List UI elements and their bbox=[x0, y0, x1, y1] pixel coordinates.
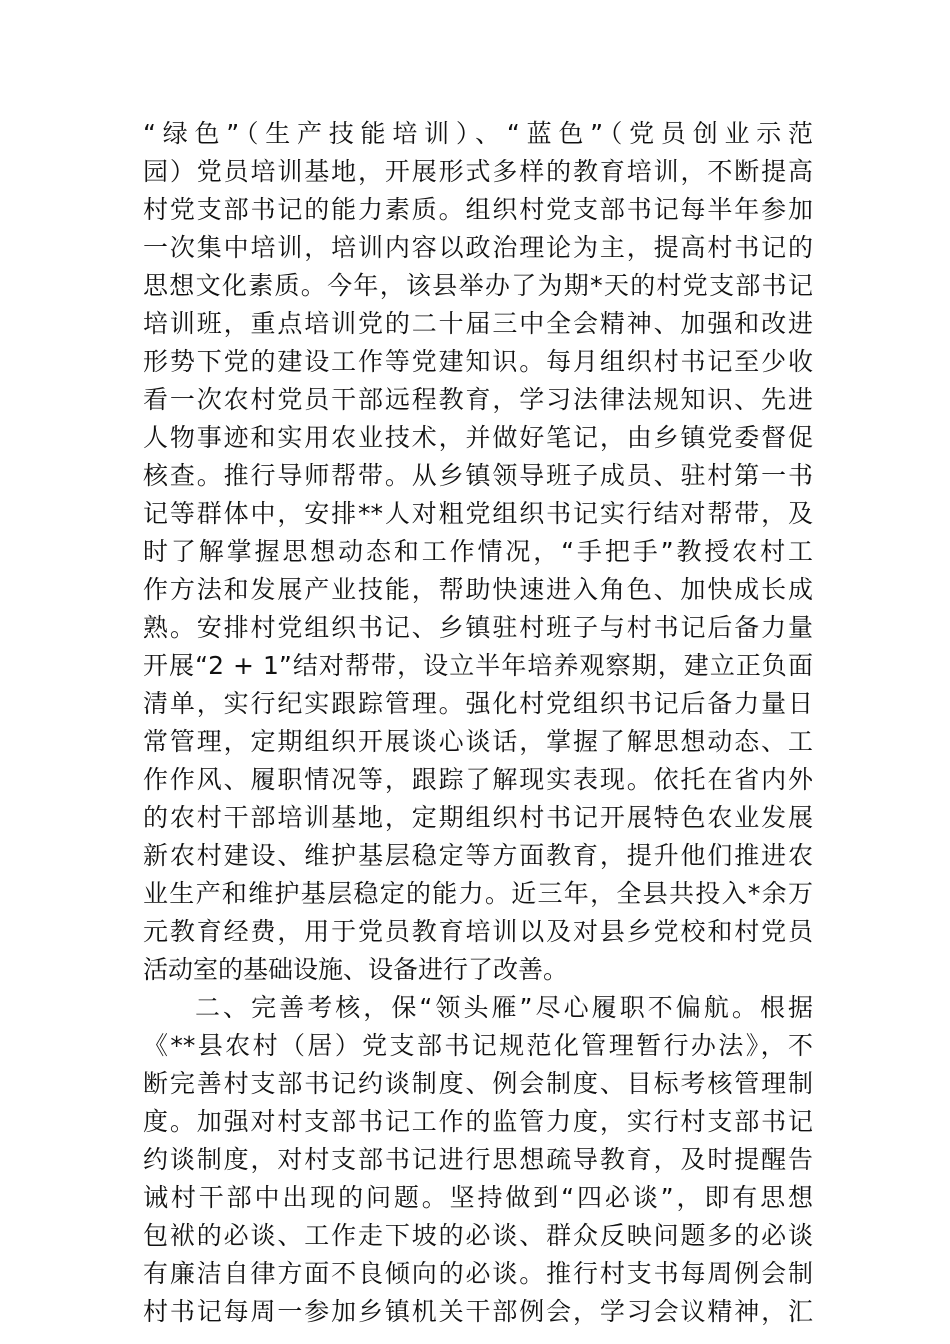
text-line: 常管理，定期组织开展谈心谈话，掌握了解思想动态、工 bbox=[143, 727, 813, 756]
text-line: 元教育经费，用于党员教育培训以及对县乡党校和村党员 bbox=[143, 917, 813, 946]
text-line: 培训班，重点培训党的二十届三中全会精神、加强和改进 bbox=[143, 309, 813, 338]
text-line: 清单，实行纪实跟踪管理。强化村党组织书记后备力量日 bbox=[143, 689, 813, 718]
text-line: 业生产和维护基层稳定的能力。近三年，全县共投入*余万 bbox=[143, 879, 813, 908]
text-line: 诫村干部中出现的问题。坚持做到“四必谈”，即有思想 bbox=[143, 1183, 813, 1212]
text-line: 记等群体中，安排**人对粗党组织书记实行结对帮带，及 bbox=[143, 499, 813, 528]
text-line: 核查。推行导师帮带。从乡镇领导班子成员、驻村第一书 bbox=[143, 461, 813, 490]
text-line: 作作风、履职情况等，跟踪了解现实表现。依托在省内外 bbox=[143, 765, 813, 794]
text-line: 村书记每周一参加乡镇机关干部例会，学习会议精神，汇 bbox=[143, 1297, 813, 1326]
text-line: 园）党员培训基地，开展形式多样的教育培训，不断提高 bbox=[143, 157, 813, 186]
text-line: 村党支部书记的能力素质。组织村党支部书记每半年参加 bbox=[143, 195, 813, 224]
text-line: 看一次农村党员干部远程教育，学习法律法规知识、先进 bbox=[143, 385, 813, 414]
text-line: 度。加强对村支部书记工作的监管力度，实行村支部书记 bbox=[143, 1107, 813, 1136]
text-line: 开展“2 + 1”结对帮带，设立半年培养观察期，建立正负面 bbox=[143, 651, 813, 680]
text-line: 断完善村支部书记约谈制度、例会制度、目标考核管理制 bbox=[143, 1069, 813, 1098]
text-line: 时了解掌握思想动态和工作情况，“手把手”教授农村工 bbox=[143, 537, 813, 566]
text-line: 新农村建设、维护基层稳定等方面教育，提升他们推进农 bbox=[143, 841, 813, 870]
text-line: 作方法和发展产业技能，帮助快速进入角色、加快成长成 bbox=[143, 575, 813, 604]
text-line: 有廉洁自律方面不良倾向的必谈。推行村支书每周例会制 bbox=[143, 1259, 813, 1288]
text-line: “绿色”（生产技能培训）、“蓝色”（党员创业示范 bbox=[143, 119, 813, 148]
body-text bbox=[143, 115, 813, 1331]
text-line: 思想文化素质。今年，该县举办了为期*天的村党支部书记 bbox=[143, 271, 813, 300]
text-line: 活动室的基础设施、设备进行了改善。 bbox=[143, 955, 569, 984]
text-line: 形势下党的建设工作等党建知识。每月组织村书记至少收 bbox=[143, 347, 813, 376]
text-line: 二、完善考核，保“领头雁”尽心履职不偏航。根据 bbox=[195, 993, 813, 1022]
text-line: 约谈制度，对村支部书记进行思想疏导教育，及时提醒告 bbox=[143, 1145, 813, 1174]
text-line: 的农村干部培训基地，定期组织村书记开展特色农业发展 bbox=[143, 803, 813, 832]
text-line: 《**县农村（居）党支部书记规范化管理暂行办法》，不 bbox=[143, 1031, 813, 1060]
text-line: 人物事迹和实用农业技术，并做好笔记，由乡镇党委督促 bbox=[143, 423, 813, 452]
text-line: 熟。安排村党组织书记、乡镇驻村班子与村书记后备力量 bbox=[143, 613, 813, 642]
text-line: 包袱的必谈、工作走下坡的必谈、群众反映问题多的必谈 bbox=[143, 1221, 813, 1250]
text-line: 一次集中培训，培训内容以政治理论为主，提高村书记的 bbox=[143, 233, 813, 262]
